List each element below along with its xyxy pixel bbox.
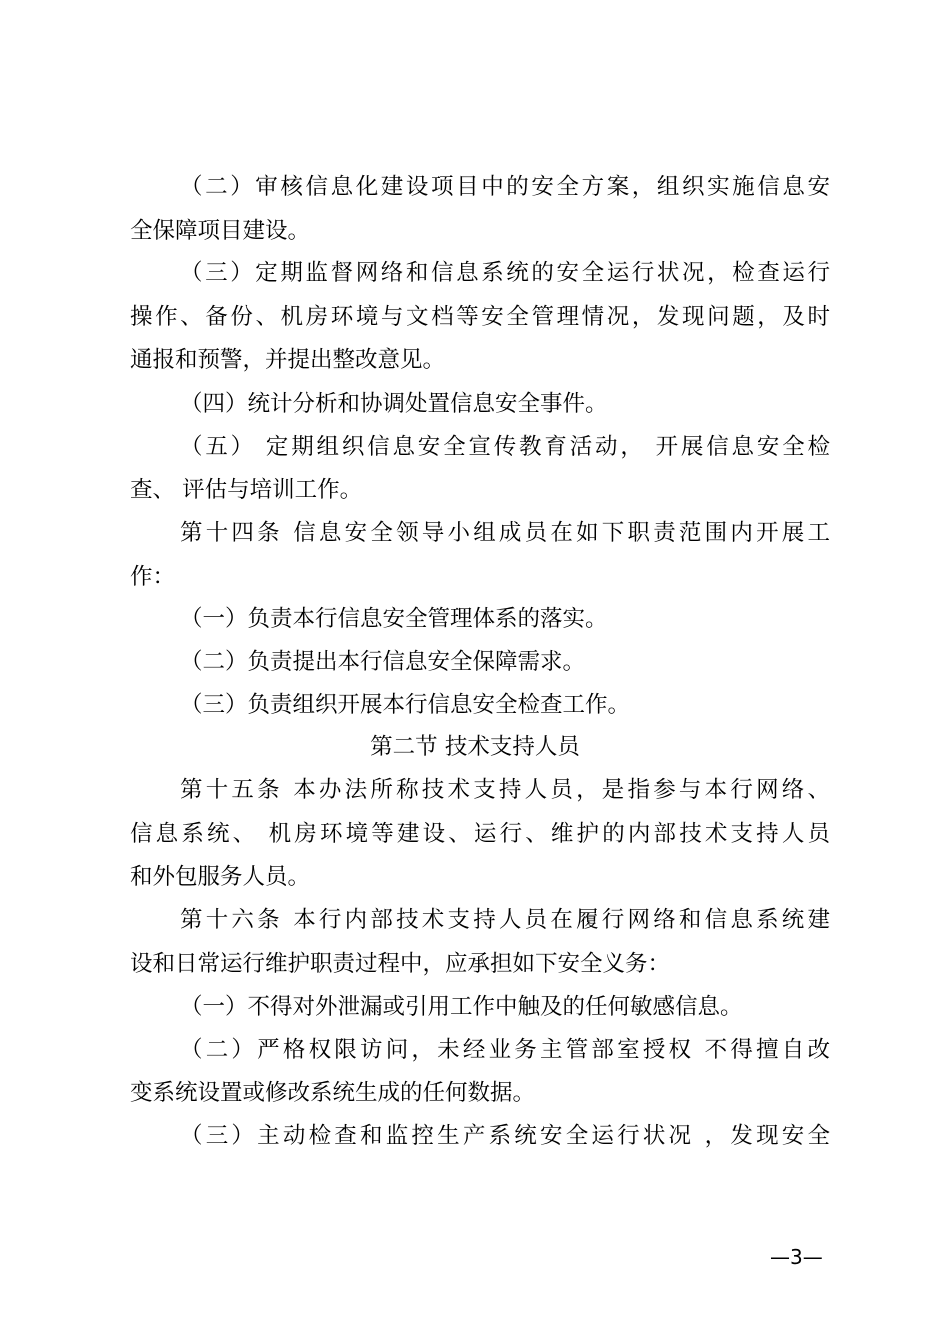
paragraph-line: （四）统计分析和协调处置信息安全事件。	[180, 391, 608, 417]
paragraph-line: （五） 定期组织信息安全宣传教育活动， 开展信息安全检	[180, 434, 830, 460]
article-heading-line: 第十五条 本办法所称技术支持人员，是指参与本行网络、	[180, 777, 830, 803]
paragraph-line: 操作、备份、机房环境与文档等安全管理情况，发现问题，及时	[130, 304, 830, 330]
paragraph-line: （三）负责组织开展本行信息安全检查工作。	[180, 692, 631, 718]
page-number: —3—	[770, 1245, 823, 1269]
paragraph-line: 全保障项目建设。	[130, 218, 311, 244]
paragraph-line: 通报和预警，并提出整改意见。	[130, 347, 446, 373]
article-heading-line: 第十六条 本行内部技术支持人员在履行网络和信息系统建	[180, 907, 830, 933]
paragraph-line: （一）不得对外泄漏或引用工作中触及的任何敏感信息。	[180, 994, 743, 1020]
paragraph-line: 信息系统、 机房环境等建设、运行、维护的内部技术支持人员	[130, 821, 830, 847]
paragraph-line: （三）定期监督网络和信息系统的安全运行状况，检查运行	[180, 260, 830, 286]
paragraph-line: 变系统设置或修改系统生成的任何数据。	[130, 1080, 536, 1106]
paragraph-line: （一）负责本行信息安全管理体系的落实。	[180, 606, 608, 632]
paragraph-line: 查、 评估与培训工作。	[130, 477, 363, 503]
paragraph-line: （三）主动检查和监控生产系统安全运行状况 ，发现安全	[180, 1123, 830, 1149]
paragraph-line: 和外包服务人员。	[130, 864, 311, 890]
paragraph-line: （二）严格权限访问，未经业务主管部室授权 不得擅自改	[180, 1037, 830, 1063]
section-heading: 第二节 技术支持人员	[370, 734, 580, 760]
paragraph-line: （二）审核信息化建设项目中的安全方案，组织实施信息安	[180, 174, 830, 200]
paragraph-line: 设和日常运行维护职责过程中，应承担如下安全义务：	[130, 951, 671, 977]
paragraph-line: （二）负责提出本行信息安全保障需求。	[180, 649, 586, 675]
paragraph-line: 作：	[130, 564, 176, 590]
article-heading-line: 第十四条 信息安全领导小组成员在如下职责范围内开展工	[180, 520, 830, 546]
